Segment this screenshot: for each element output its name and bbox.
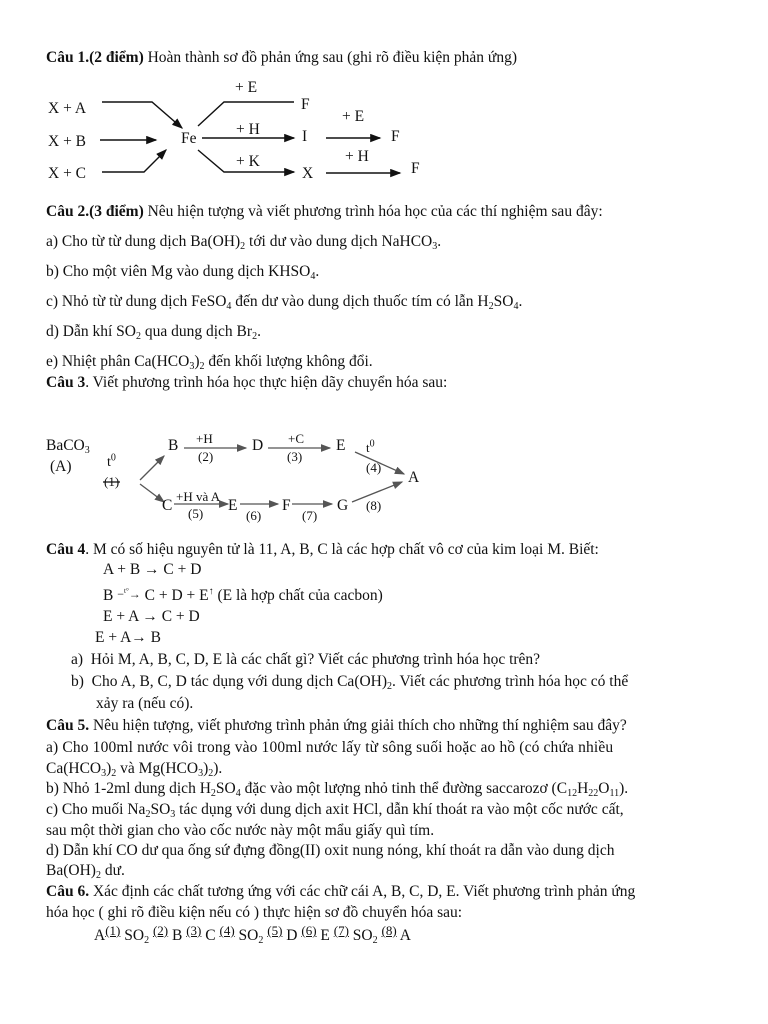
q2-e: e) Nhiệt phân $Ca(HCO_3)_2$ đến khối lượng không đổi. [46, 353, 373, 372]
q4-qa: a) Hỏi M, A, B, C, D, E là các chất gì? Viết các phương trình hóa học trên? [71, 651, 541, 668]
q6-chain-4: SO [238, 927, 259, 944]
q5-line [46, 717, 627, 736]
q1-plus-e: + E [235, 79, 258, 96]
q6-text2: hóa học ( ghi rõ điều kiện nếu có ) thực hiện sơ đồ chuyển hóa sau: [46, 904, 463, 921]
q6-line [46, 883, 635, 902]
q3-n1: (1) [104, 474, 120, 489]
q1-i: I [302, 128, 308, 145]
q6-step-4: (4) [219, 923, 235, 938]
q5-d2: $Ba(OH)_2$ dư. [46, 862, 125, 881]
q6-chain-0: A [94, 927, 106, 944]
q3-t0: $t^0$ [107, 452, 116, 470]
q4-text: . M có số hiệu nguyên tử là 11, A, B, C là các hợp chất vô cơ của kim loại M. Biết: [85, 541, 599, 558]
q3-n6: (6) [246, 508, 262, 523]
q3-e: E [336, 437, 346, 454]
q3-c: C [162, 497, 173, 514]
q3-g: G [337, 497, 349, 514]
q1-x: X [302, 165, 314, 182]
q1-f2: F [391, 128, 400, 145]
q4-qb: b) Cho A, B, C, D tác dụng với dung dịch $Ca(OH)_2$. Viết các phương trình hóa học có thể [71, 673, 629, 692]
q2-d: d) Dẫn khí $SO_2$ qua dung dịch $Br_2$. [46, 323, 261, 342]
q3-plus-h: +H [196, 431, 213, 446]
q1-plus-h: + H [236, 121, 260, 138]
q3-heading: Câu 3 [46, 374, 86, 391]
q1-plus-k: + K [236, 153, 260, 170]
q3-a: A [408, 469, 420, 486]
q2-heading: Câu 2.(3 điểm) [46, 203, 144, 220]
q4-eq2: B −$^{t^\circ}$→ C + D + E↑ (E là hợp chất của cacbon) [103, 585, 383, 604]
q3-diagram [100, 430, 430, 530]
q5-heading: Câu 5. [46, 717, 90, 734]
q3-text: . Viết phương trình hóa học thực hiện dãy chuyển hóa sau: [85, 374, 448, 391]
q2-c: c) Nhỏ từ từ dung dịch FeSO$_4$ đến dư vào dung dịch thuốc tím có lẫn $H_2SO_4$. [46, 293, 523, 312]
q4-heading: Câu 4 [46, 541, 86, 558]
q1-xa: X + A [48, 100, 87, 117]
q3-plus-h-a: +H và A [176, 489, 221, 504]
q5-b: b) Nhỏ 1-2ml dung dịch $H_2SO_4$ đặc vào một lượng nhỏ tinh thể đường saccarozơ $(C_{12}H_{22}O_{11})$. [46, 780, 629, 799]
q6-step-8: (8) [381, 923, 397, 938]
q5-c1: c) Cho muối $Na_2SO_3$ tác dụng với dung dịch axit HCl, dẫn khí thoát ra vào một cốc nước cất, [46, 801, 624, 820]
q1-plus-h2: + H [345, 148, 369, 165]
q5-c2: sau một thời gian cho vào cốc nước này một mẩu giấy quì tím. [46, 822, 435, 839]
q2-a: a) Cho từ từ dung dịch $Ba(OH)_2$ tới dư vào dung dịch NaHCO$_3$. [46, 233, 442, 252]
q3-b: B [168, 437, 179, 454]
q1-heading: Câu 1.(2 điểm) [46, 49, 144, 66]
q3-t0b: $t^0$ [366, 438, 375, 455]
q3-n8: (8) [366, 498, 382, 513]
q1-line [46, 49, 517, 68]
q2-text: Nêu hiện tượng và viết phương trình hóa học của các thí nghiệm sau đây: [147, 203, 603, 220]
q3-n5: (5) [188, 506, 204, 521]
q6-step-1: (1) [105, 923, 121, 938]
q1-plus-e2: + E [342, 108, 365, 125]
q6-step-2: (2) [152, 923, 169, 938]
q6-step-6: (6) [301, 923, 317, 938]
q6-step-3: (3) [186, 923, 202, 938]
q4-eq3: E + A → C + D [103, 608, 200, 625]
q3-f: F [282, 497, 291, 514]
q6-chain-1: SO [124, 927, 145, 944]
q3-n7: (7) [302, 508, 318, 523]
q6-heading: Câu 6. [46, 883, 90, 900]
q4-eq4: E + A→ B [95, 629, 162, 646]
q6-step-5: (5) [267, 923, 283, 938]
q4-eq1: A + B → C + D [103, 561, 202, 578]
q2-b: b) Cho một viên Mg vào dung dịch $KHSO_4$. [46, 263, 320, 282]
q6-chain: $A^{(1)}$ $SO_2$ $^{(2)}$ B $^{(3)}$ C $^{(4)}$ $SO_2$ $^{(5)}$ D $^{(6)}$ E $^{(7)}$ $SO_2$ $^{(8)}$ A [94, 923, 411, 946]
q3-a-paren: (A) [50, 458, 72, 475]
q1-f: F [301, 96, 310, 113]
q6-chain-2: B [172, 927, 183, 944]
q1-fe: Fe [181, 130, 197, 147]
q1-f3: F [411, 160, 420, 177]
q6-step-7: (7) [333, 923, 349, 938]
q4-qb3: xảy ra (nếu có). [96, 695, 194, 712]
q1-text: Hoàn thành sơ đồ phản ứng sau (ghi rõ điều kiện phản ứng) [147, 49, 517, 66]
q3-d: D [252, 437, 264, 454]
q3-n3: (3) [287, 449, 303, 464]
q3-plus-c: +C [288, 431, 305, 446]
q1-xb: X + B [48, 133, 87, 150]
q6-chain-6: E [320, 927, 330, 944]
q5-a2: $Ca(HCO_3)_2$ và $Mg(HCO_3)_2$). [46, 760, 223, 779]
q6-text: Xác định các chất tương ứng với các chữ cái A, B, C, D, E. Viết phương trình phản ứng [92, 883, 636, 900]
q6-chain-5: D [286, 927, 298, 944]
q5-a1: a) Cho 100ml nước vôi trong vào 100ml nước lấy từ sông suối hoặc ao hồ (có chứa nhiều [46, 739, 614, 756]
q6-chain-3: C [205, 927, 216, 944]
q1-xc: X + C [48, 165, 87, 182]
q3-baco3: BaCO$_3$ [46, 437, 90, 456]
q6-chain-8: A [399, 927, 411, 944]
q3-line [46, 374, 447, 393]
q6-chain-7: SO [352, 927, 373, 944]
q3-e2: E [228, 497, 238, 514]
q5-text: Nêu hiện tượng, viết phương trình phản ứng giải thích cho những thí nghiệm sau đây? [92, 717, 627, 734]
q3-n2: (2) [198, 449, 214, 464]
q4-line [46, 541, 599, 560]
q5-d1: d) Dẫn khí CO dư qua ống sứ đựng đồng(II) oxit nung nóng, khí thoát ra dẫn vào dung dịch [46, 842, 615, 859]
q2-line [46, 203, 603, 222]
q3-n4: (4) [366, 460, 382, 475]
